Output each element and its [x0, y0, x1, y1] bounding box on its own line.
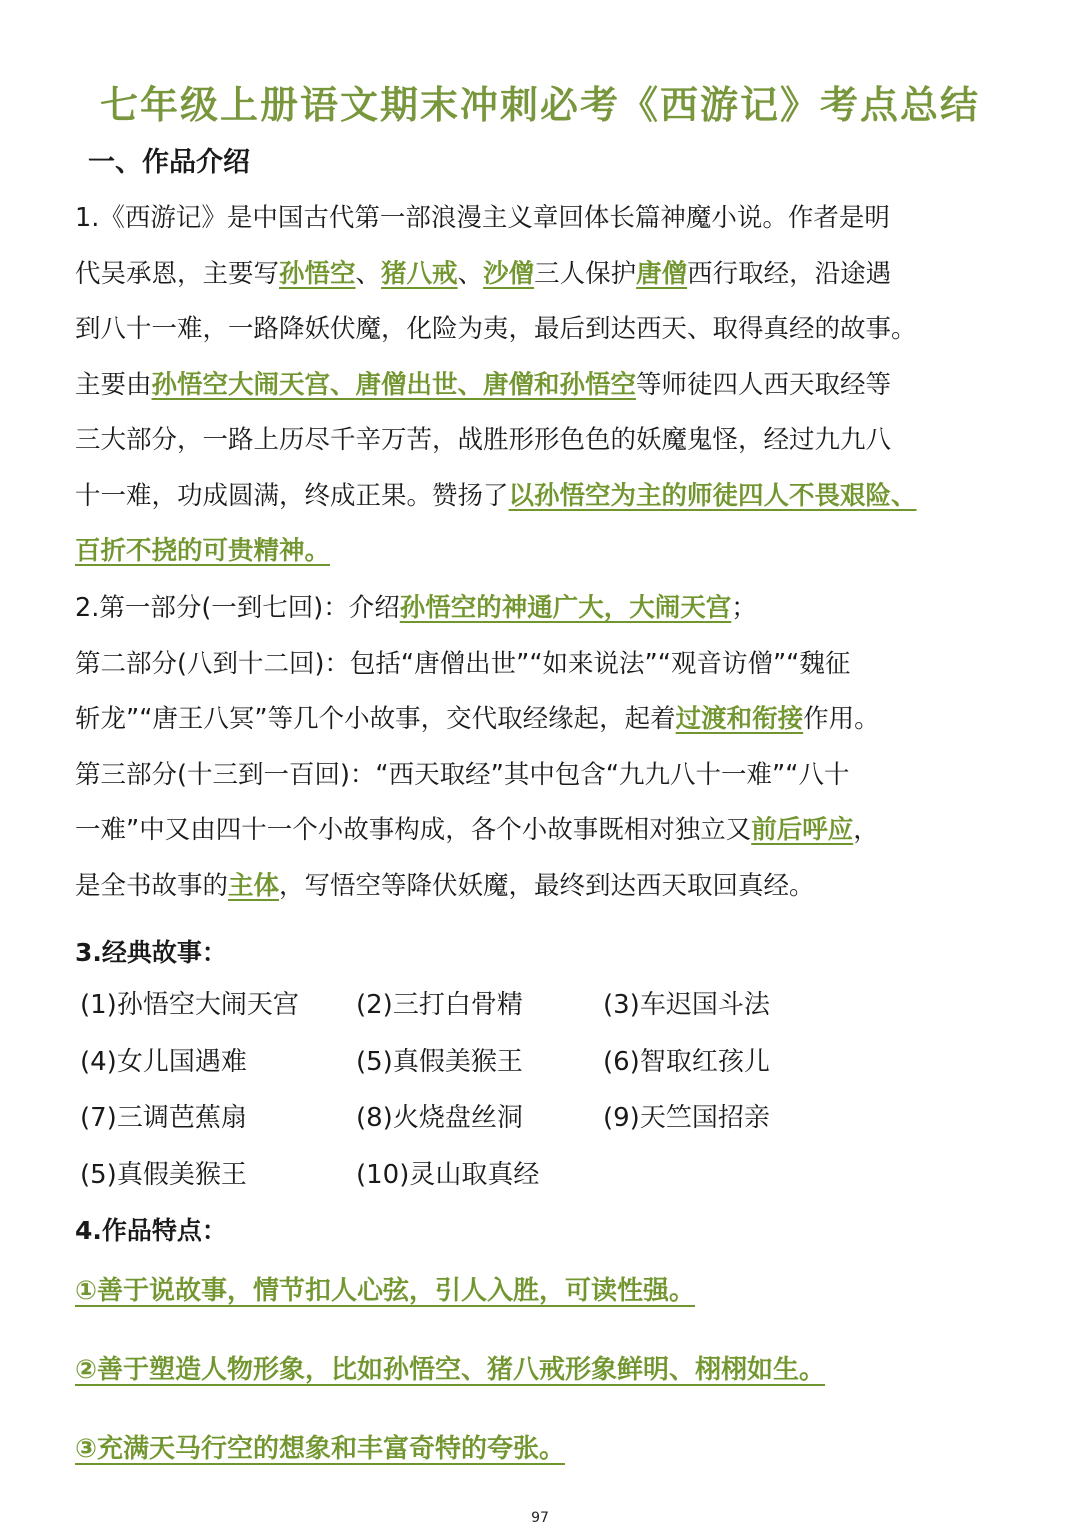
text-run: 三人保护	[534, 258, 637, 289]
text-run: ，	[853, 815, 879, 845]
text-line	[75, 358, 1047, 414]
text-run: 、	[355, 258, 382, 289]
text-run: 十一难，功成圆满，终成正果。赞扬了	[75, 480, 509, 511]
feature-item: ②善于塑造人物形象，比如孙悟空、猪八戒形象鲜明、栩栩如生。	[75, 1355, 826, 1385]
section-heading-intro: 一、作品介绍	[88, 147, 250, 178]
text-run: 、	[457, 258, 484, 289]
text-line	[75, 692, 1047, 748]
text-line	[75, 859, 1047, 915]
story-item: (7)三调芭蕉扇	[80, 1103, 247, 1133]
highlight-term: 孙悟空	[279, 258, 356, 289]
story-item: (10)灵山取真经	[356, 1159, 540, 1190]
text-line	[75, 191, 1047, 247]
highlight-term: 孙悟空的神通广大，大闹天宫	[399, 593, 732, 623]
text-run: ，写悟空等降伏妖魔，最终到达西天取回真经。	[279, 870, 815, 901]
section-heading-features: 4.作品特点：	[75, 1216, 227, 1245]
highlight-term: 孙悟空大闹天宫、唐僧出世、唐僧和孙悟空	[151, 369, 637, 400]
page-number: 97	[531, 1510, 549, 1526]
story-item: (1)孙悟空大闹天宫	[80, 990, 299, 1020]
text-run: 1.《西游记》是中国古代第一部浪漫主义章回体长篇神魔小说。作者是明	[75, 203, 890, 233]
text-run: 一难”中又由四十一个小故事构成，各个小故事既相对独立又	[75, 815, 752, 845]
section-heading-stories: 3.经典故事：	[75, 938, 227, 967]
highlight-term: 唐僧	[636, 258, 688, 289]
story-item: (5)真假美猴王	[80, 1159, 247, 1190]
highlight-term: 猪八戒	[381, 258, 458, 289]
text-run: 斩龙”“唐王八冥”等几个小故事，交代取经缘起，起着	[75, 704, 676, 734]
text-run: 第三部分(十三到一百回)：“西天取经”其中包含“九九八十一难”“八十	[75, 759, 850, 790]
text-line	[75, 748, 1047, 804]
text-line	[75, 581, 1047, 637]
highlight-term: 以孙悟空为主的师徒四人不畏艰险、	[508, 480, 917, 511]
text-run: 西行取经，沿途遇	[687, 258, 892, 289]
text-run: 三大部分，一路上历尽千辛万苦，战胜形形色色的妖魔鬼怪，经过九九八	[75, 425, 892, 455]
story-item: (5)真假美猴王	[356, 1046, 523, 1077]
text-run: 第二部分(八到十二回)：包括“唐僧出世”“如来说法”“观音访僧”“魏征	[75, 648, 851, 679]
text-run: 作用。	[803, 704, 880, 734]
text-line	[75, 803, 1047, 859]
highlight-term: 沙僧	[483, 258, 535, 289]
text-line	[75, 247, 1047, 303]
text-run: ；	[731, 593, 757, 623]
story-item: (6)智取红孩儿	[603, 1046, 770, 1077]
text-line	[75, 413, 1047, 469]
text-line	[75, 302, 1047, 358]
structure-paragraph	[75, 581, 1047, 914]
highlight-term: 百折不挠的可贵精神。	[75, 536, 331, 566]
feature-item: ①善于说故事，情节扣人心弦，引人入胜，可读性强。	[75, 1276, 696, 1306]
highlight-term: 前后呼应	[751, 815, 854, 845]
story-item: (8)火烧盘丝洞	[356, 1103, 523, 1133]
story-item: (9)天竺国招亲	[603, 1103, 770, 1133]
text-run: 到八十一难，一路降妖伏魔，化险为夷，最后到达西天、取得真经的故事。	[75, 314, 917, 344]
text-run: 主要由	[75, 369, 152, 400]
intro-paragraph	[75, 191, 1047, 580]
text-line	[75, 469, 1047, 525]
text-run: 代吴承恩，主要写	[75, 258, 280, 289]
text-line	[75, 524, 1047, 580]
text-line	[75, 637, 1047, 693]
story-item: (3)车迟国斗法	[603, 990, 770, 1020]
feature-item: ③充满天马行空的想象和丰富奇特的夸张。	[75, 1434, 566, 1464]
highlight-term: 主体	[228, 870, 280, 901]
highlight-term: 过渡和衔接	[675, 704, 804, 734]
story-item: (4)女儿国遇难	[80, 1046, 247, 1077]
text-run: 等师徒四人西天取经等	[636, 369, 892, 400]
text-run: 是全书故事的	[75, 870, 229, 901]
page-title: 七年级上册语文期末冲刺必考《西游记》考点总结	[99, 82, 980, 127]
story-item: (2)三打白骨精	[356, 990, 523, 1020]
text-run: 2.第一部分(一到七回)：介绍	[75, 593, 400, 623]
